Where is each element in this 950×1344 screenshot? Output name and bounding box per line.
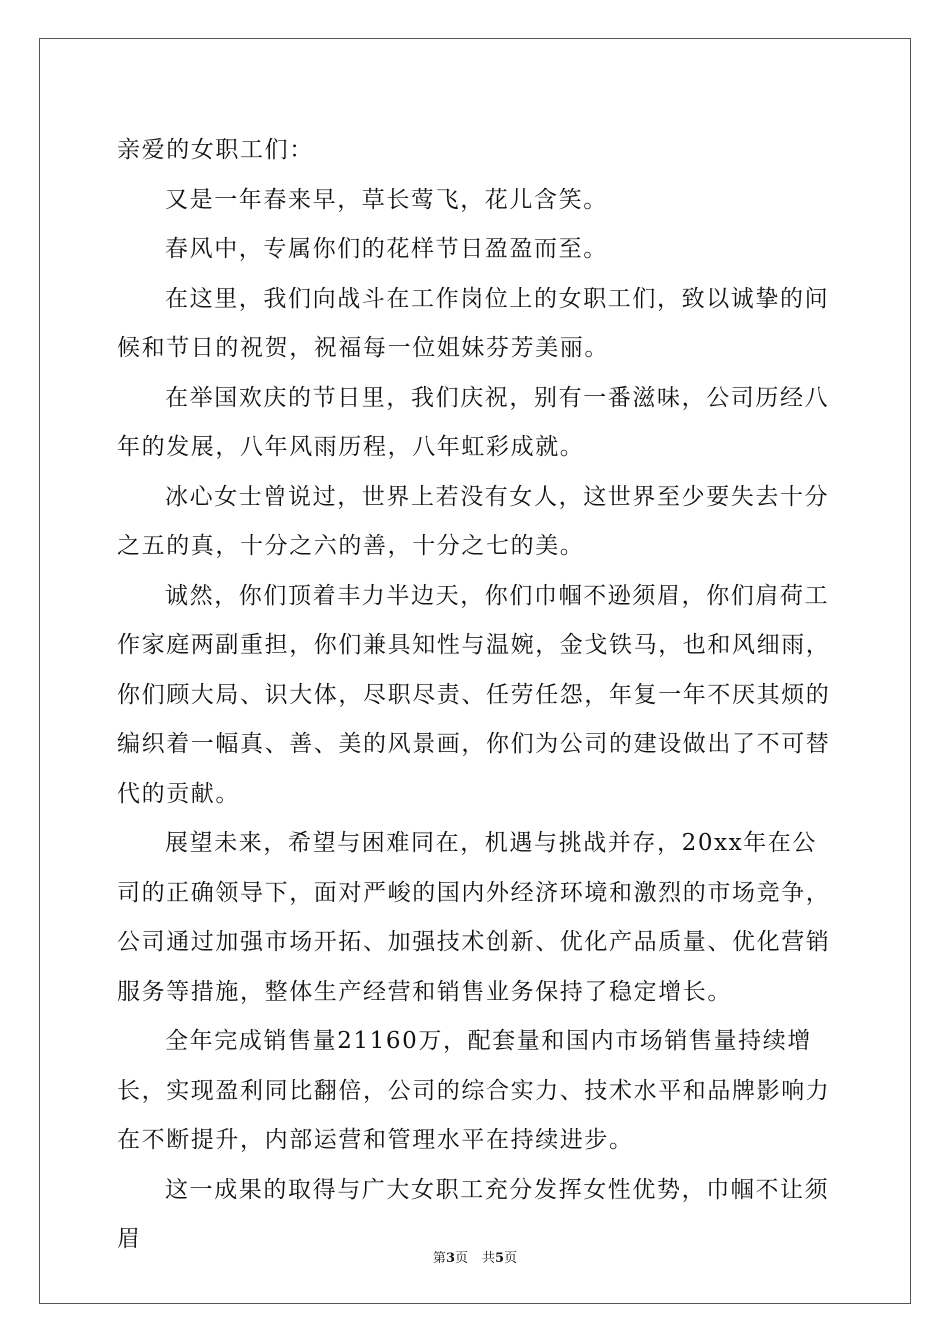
total-pages-number: 5: [495, 1251, 505, 1266]
letter-body: [117, 126, 837, 1265]
paragraph: 冰心女士曾说过，世界上若没有女人，这世界至少要失去十分之五的真，十分之六的善，十分之七的美。: [117, 483, 830, 559]
salutation: 亲爱的女职工们：: [117, 137, 314, 163]
paragraph: 在举国欢庆的节日里，我们庆祝，别有一番滋味，公司历经八年的发展，八年风雨历程，八年虹彩成就。: [117, 384, 830, 460]
current-page-number: 3: [445, 1251, 455, 1266]
paragraph: 在这里，我们向战斗在工作岗位上的女职工们，致以诚挚的问候和节日的祝贺，祝福每一位姐妹芬芳美丽。: [117, 285, 830, 361]
page-footer: [0, 1247, 950, 1266]
page-suffix: 页: [454, 1251, 468, 1266]
paragraph: 又是一年春来早，草长莺飞，花儿含笑。: [165, 186, 608, 213]
page-prefix: 第: [432, 1251, 446, 1266]
total-suffix: 页: [504, 1251, 518, 1266]
total-prefix: 共: [482, 1251, 496, 1266]
paragraph: 全年完成销售量21160万，配套量和国内市场销售量持续增长，实现盈利同比翻倍，公司的综合实力、技术水平和品牌影响力在不断提升，内部运营和管理水平在持续进步。: [117, 1028, 831, 1153]
paragraph: 展望未来，希望与困难同在，机遇与挑战并存，20xx年在公司的正确领导下，面对严峻的国内外经济环境和激烈的市场竞争，公司通过加强市场开拓、加强技术创新、优化产品质量、优化营销服务等措施，整体生产经营和销售业务保持了稳定增长。: [117, 830, 831, 1005]
paragraph: 春风中，专属你们的花样节日盈盈而至。: [165, 236, 608, 262]
paragraph: 诚然，你们顶着丰力半边天，你们巾帼不逊须眉，你们肩荷工作家庭两副重担，你们兼具知性与温婉，金戈铁马，也和风细雨，你们顾大局、识大体，尽职尽责、任劳任怨，年复一年不厌其烦的编织着一幅真、善、美的风景画，你们为公司的建设做出了不可替代的贡献。: [117, 582, 831, 807]
paragraph: 这一成果的取得与广大女职工充分发挥女性优势，巾帼不让须眉: [117, 1176, 830, 1252]
